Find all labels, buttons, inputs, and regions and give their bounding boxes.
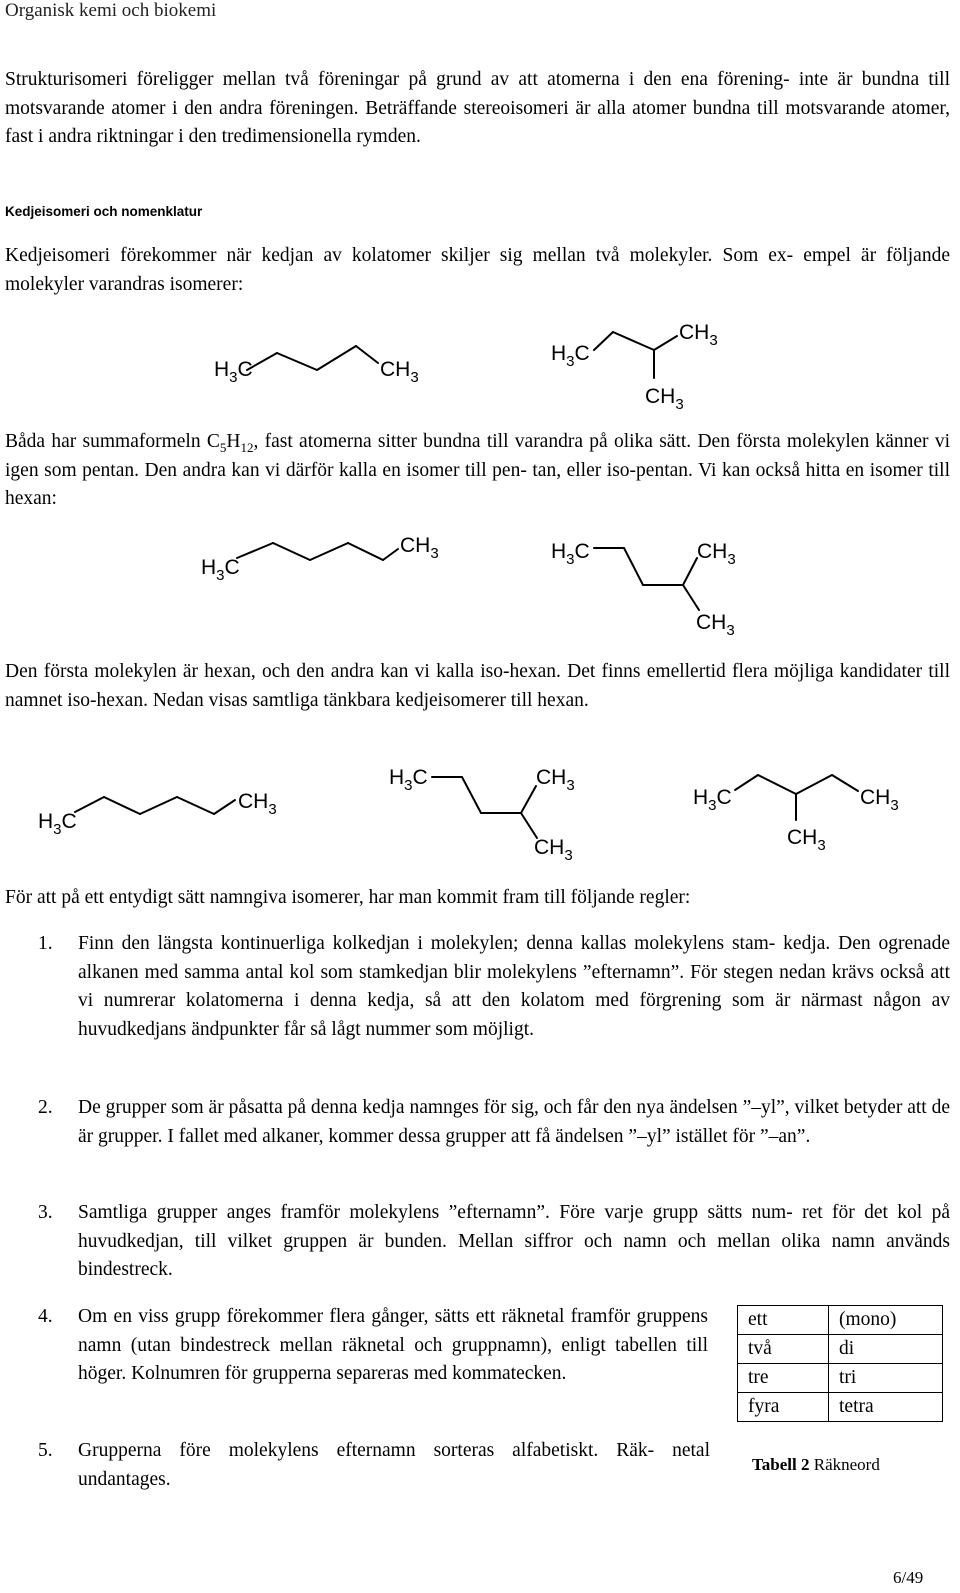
bond bbox=[683, 585, 699, 610]
table-row bbox=[738, 1364, 943, 1393]
bond bbox=[462, 777, 481, 813]
bond bbox=[140, 797, 177, 814]
rule-number: 2. bbox=[38, 1097, 53, 1118]
bond bbox=[624, 548, 643, 585]
bond bbox=[796, 775, 832, 794]
bond bbox=[832, 775, 858, 791]
bond bbox=[594, 332, 613, 350]
table-cell: ett bbox=[738, 1306, 829, 1335]
rule-number: 5. bbox=[38, 1440, 53, 1461]
table-row bbox=[738, 1306, 943, 1335]
atom-label-ch3: $CH_3$ bbox=[534, 836, 573, 864]
table-cell: tri bbox=[829, 1364, 943, 1393]
atom-label-h3c: $H_3C$ bbox=[551, 342, 590, 370]
3-methylpentane-structure bbox=[693, 775, 899, 854]
atom-label-h3c: $H_3C$ bbox=[389, 766, 428, 794]
table-row bbox=[738, 1393, 943, 1422]
isopentane-structure bbox=[551, 321, 718, 413]
atom-label-ch3: $CH_3$ bbox=[860, 786, 899, 814]
bond bbox=[177, 797, 214, 814]
table-cell: fyra bbox=[738, 1393, 829, 1422]
bond bbox=[383, 549, 398, 560]
paragraph-chain-isomerism: Kedjeisomeri förekommer när kedjan av kolatomer skiljer sig mellan två molekyler. Som ex- empel är följande molekyler varandras isomerer: bbox=[5, 245, 950, 295]
hexane-structure bbox=[38, 790, 277, 838]
table-cell: (mono) bbox=[829, 1306, 943, 1335]
intro-paragraph: Strukturisomeri föreligger mellan två föreningar på grund av att atomerna i den ena förening- inte är bundna till motsvarande atomer i den andra föreningen. Beträffande stereoisomeri är alla atomer bundna till motsvarande atomer, fast i andra riktningar i den tredimensionella rymden. bbox=[5, 69, 950, 147]
2-methylpentane-structure bbox=[389, 766, 575, 864]
atom-label-ch3: $CH_3$ bbox=[400, 534, 439, 562]
rule-text: De grupper som är påsatta på denna kedja namnges för sig, och får den nya ändelsen ”–yl”, vilket betyder att de är grupper. I fallet med alkaner, kommer dessa grupper att få ändelsen ”–yl” istället för ”–an”. bbox=[78, 1097, 950, 1147]
paragraph-hexane: Den första molekylen är hexan, och den andra kan vi kalla iso-hexan. Det finns emellertid flera möjliga kandidater till namnet iso-hexan. Nedan visas samtliga tänkbara kedjeisomerer till hexan. bbox=[5, 661, 950, 711]
bond bbox=[356, 346, 378, 363]
table-cell: tre bbox=[738, 1364, 829, 1393]
bond bbox=[348, 543, 383, 560]
paragraph-pentane: Båda har summaformeln $C_5H_{12}$, fast atomerna sitter bundna till varandra på olika sätt. Den första molekylen känner vi igen som pentan. Den andra kan vi därför kalla en isomer till pen- tan, eller iso-pentan. Vi kan också hitta en isomer till hexan: bbox=[5, 431, 950, 509]
rule-text: Finn den längsta kontinuerliga kolkedjan i molekylen; denna kallas molekylens stam- kedja. Den ogrenade alkanen med samma antal kol som stamkedjan blir molekylens ”efternamn”. För stegen nedan krävs också att vi numrerar kolatomerna i denna kedja, så att den kolatom med förgrening som är närmast någon av huvudkedjans ändpunkter får så lågt nummer som möjligt. bbox=[78, 933, 950, 1040]
rule-number: 3. bbox=[38, 1202, 53, 1223]
atom-label-ch3: $CH_3$ bbox=[380, 358, 419, 386]
atom-label-ch3: $CH_3$ bbox=[679, 321, 718, 349]
bond bbox=[654, 336, 677, 350]
molecule-row-hexane bbox=[0, 530, 960, 640]
page-number: 6/49 bbox=[893, 1568, 924, 1587]
rule-text: Samtliga grupper anges framför molekylens ”efternamn”. Före varje grupp sätts num- ret för det kol på huvudkedjan, till vilket gruppen är bunden. Mellan siffror och namn och mellan olika namn används bindestreck. bbox=[78, 1202, 950, 1280]
bond bbox=[75, 797, 104, 812]
pentane-structure bbox=[214, 346, 419, 386]
molecule-row-pentane bbox=[0, 310, 960, 420]
bond bbox=[104, 797, 140, 814]
atom-label-h3c: $H_3C$ bbox=[551, 540, 590, 568]
atom-label-ch3: $CH_3$ bbox=[645, 385, 684, 413]
atom-label-h3c: $H_3C$ bbox=[693, 786, 732, 814]
bond bbox=[277, 353, 317, 370]
atom-label-ch3: $CH_3$ bbox=[787, 826, 826, 854]
table-cell: tetra bbox=[829, 1393, 943, 1422]
page-header: Organisk kemi och biokemi bbox=[5, 0, 217, 21]
atom-label-h3c: $H_3C$ bbox=[201, 556, 240, 584]
bond bbox=[613, 332, 654, 350]
paragraph-naming-intro: För att på ett entydigt sätt namngiva isomerer, har man kommit fram till följande regler: bbox=[5, 887, 691, 908]
atom-label-h3c: $H_3C$ bbox=[38, 810, 77, 838]
bond bbox=[683, 558, 697, 585]
table-cell: två bbox=[738, 1335, 829, 1364]
bond bbox=[758, 775, 796, 794]
atom-label-ch3: $CH_3$ bbox=[697, 540, 736, 568]
isohexane-structure bbox=[551, 540, 736, 639]
table-cell: di bbox=[829, 1335, 943, 1364]
rule-number: 4. bbox=[38, 1306, 53, 1327]
bond bbox=[214, 800, 235, 814]
hexane-structure bbox=[201, 534, 439, 584]
bond bbox=[317, 346, 356, 370]
bond bbox=[521, 813, 537, 838]
bond bbox=[310, 543, 348, 560]
bond bbox=[521, 786, 536, 813]
counting-words-table bbox=[737, 1305, 943, 1422]
molecule-row-hexane-isomers bbox=[0, 760, 960, 870]
table-caption: Tabell 2 Räkneord bbox=[752, 1455, 880, 1474]
bond bbox=[237, 543, 273, 558]
bond bbox=[735, 775, 758, 790]
rule-text: Grupperna före molekylens efternamn sorteras alfabetiskt. Räk- netal undantages. bbox=[78, 1440, 710, 1490]
atom-label-h3c: $H_3C$ bbox=[214, 358, 253, 386]
rule-text: Om en viss grupp förekommer flera gånger, sätts ett räknetal framför gruppens namn (utan bindestreck mellan räknetal och gruppnamn), enligt tabellen till höger. Kolnumren för grupperna separeras med kommatecken. bbox=[78, 1306, 708, 1384]
section-heading: Kedjeisomeri och nomenklatur bbox=[5, 204, 203, 219]
atom-label-ch3: $CH_3$ bbox=[696, 611, 735, 639]
atom-label-ch3: $CH_3$ bbox=[536, 766, 575, 794]
table-row bbox=[738, 1335, 943, 1364]
bond bbox=[273, 543, 310, 560]
atom-label-ch3: $CH_3$ bbox=[238, 790, 277, 818]
rule-number: 1. bbox=[38, 933, 53, 954]
